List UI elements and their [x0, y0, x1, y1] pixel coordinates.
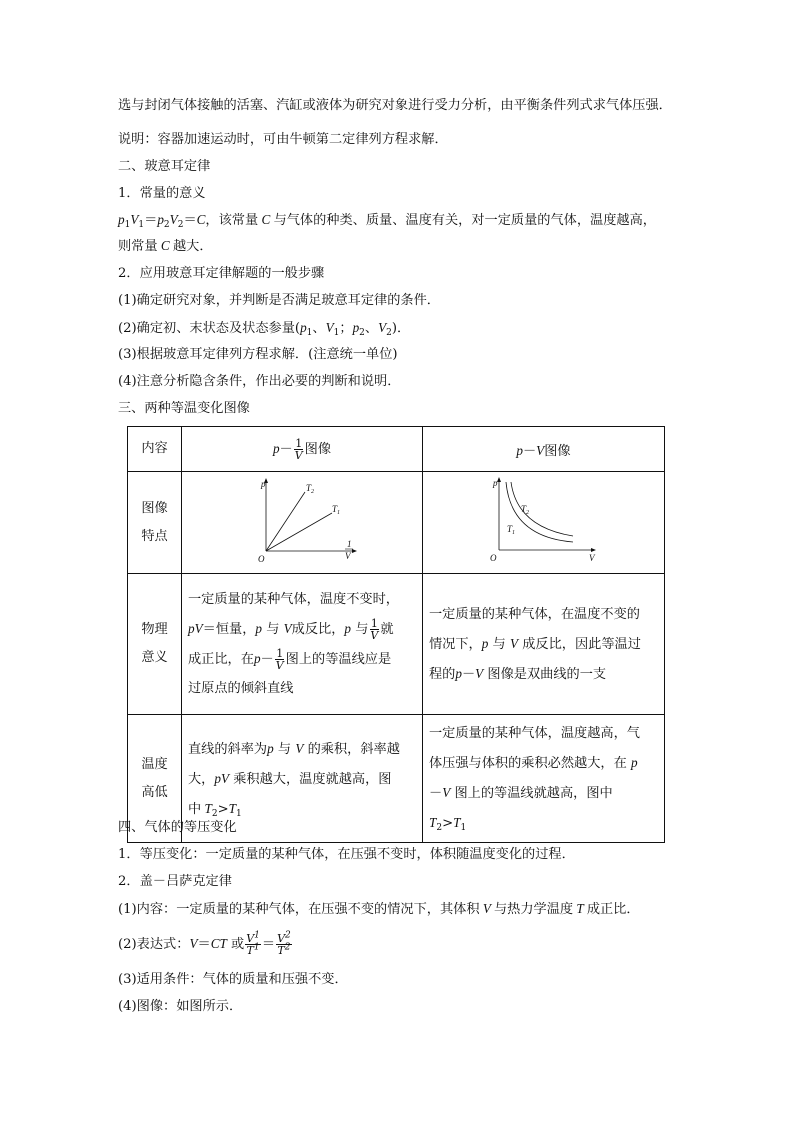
graph-p-v	[423, 472, 664, 569]
row-label-image: 图像 特点	[128, 472, 182, 574]
isotherm-t2	[266, 492, 305, 551]
header-p-1-over-v: p－ $\frac{1}{V}$ 图像	[182, 427, 423, 472]
physics-p-1-over-v: 一定质量的某种气体，温度不变时， pV＝恒量，p 与 V成反比，p 与 $\frac{1}{V}$ 就 成正比，在p－ $\frac{1}{V}$ 图上的等温线应是 过原点的倾斜直线	[182, 574, 423, 715]
table-row	[128, 574, 665, 715]
x-arrow	[352, 549, 357, 553]
temperature-p-1-over-v: 直线的斜率为p 与 V 的乘积，斜率越 大，pV 乘积越大，温度就越高，图 中 $T_2>T_1$	[182, 715, 423, 843]
axis-label-v: V	[589, 553, 595, 563]
law-conditions: (3)适用条件：气体的质量和压强不变．	[118, 972, 348, 987]
axis-label-p: p	[261, 479, 266, 489]
law-expression: (2)表达式：V＝CT 或 $\frac{V^1}{T^1}$ ＝ $\frac{V^2}{T^2}$	[118, 930, 291, 957]
table-row	[128, 472, 665, 574]
section-heading-isothermal-graphs: 三、两种等温变化图像	[118, 401, 250, 416]
step-1: (1)确定研究对象，并判断是否满足玻意耳定律的条件．	[118, 293, 440, 308]
boyle-formula-line: $p_1V_1=p_2V_2=C$，该常量 C 与气体的种类、质量、温度有关，对一定质量的气体，温度越高，	[118, 212, 656, 230]
subheading-gay-lussac: 2．盖－吕萨克定律	[118, 874, 232, 889]
row-label-temperature: 温度 高低	[128, 715, 182, 843]
graph-p-1-over-v-cell	[182, 472, 423, 574]
isotherm-t1	[266, 513, 332, 551]
step-4: (4)注意分析隐含条件，作出必要的判断和说明．	[118, 374, 401, 389]
isothermal-comparison-table	[127, 426, 665, 843]
law-content: (1)内容：一定质量的某种气体，在压强不变的情况下，其体积 V 与热力学温度 T 成正比．	[118, 901, 640, 917]
subheading-steps: 2．应用玻意耳定律解题的一般步骤	[118, 266, 325, 281]
isobaric-definition: 1．等压变化：一定质量的某种气体，在压强不变时，体积随温度变化的过程．	[118, 847, 575, 862]
text-line: 则常量 C 越大．	[118, 238, 213, 254]
law-graph: (4)图像：如图所示．	[118, 999, 243, 1014]
note-line: 说明：容器加速运动时，可由牛顿第二定律列方程求解．	[118, 132, 448, 147]
axis-label-1: 1	[347, 539, 352, 549]
axis-label-p: p	[493, 478, 498, 488]
curve-label-t1: $T_1$	[332, 504, 341, 516]
curve-label-t2: $T_2$	[306, 483, 315, 495]
row-label-physics: 物理 意义	[128, 574, 182, 715]
subheading-constant: 1．常量的意义	[118, 186, 206, 201]
temperature-p-v: 一定质量的某种气体，温度越高，气 体压强与体积的乘积必然越大，在 p －V 图上的等温线就越高，图中 $T_2>T_1$	[423, 715, 665, 843]
header-p-v: p－V图像	[423, 427, 665, 472]
origin-label: O	[490, 553, 497, 563]
text-line: 选与封闭气体接触的活塞、汽缸或液体为研究对象进行受力分析，由平衡条件列式求气体压强．	[118, 98, 672, 113]
graph-p-v-cell	[423, 472, 665, 574]
header-content-cell: 内容	[128, 427, 182, 472]
y-arrow	[497, 477, 501, 482]
curve-label-t2: $T_2$	[521, 504, 530, 516]
section-heading-boyle: 二、玻意耳定律	[118, 159, 211, 174]
curve-label-t1: $T_1$	[507, 524, 516, 536]
x-arrow	[591, 548, 596, 552]
isotherm-t1	[506, 482, 573, 542]
physics-p-v: 一定质量的某种气体，在温度不变的 情况下，p 与 V 成反比，因此等温过 程的p－V 图像是双曲线的一支	[423, 574, 665, 715]
origin-label: O	[258, 554, 265, 564]
section-heading-isobaric: 四、气体的等压变化	[118, 820, 237, 835]
table-row	[128, 427, 665, 472]
step-3: (3)根据玻意耳定律列方程求解．(注意统一单位)	[118, 347, 398, 362]
step-2: (2)确定初、末状态及状态参量($p_1$、$V_1$；$p_2$、$V_2$)．	[118, 320, 411, 338]
axis-label-v: V	[345, 551, 351, 561]
graph-p-1-over-v	[182, 472, 422, 569]
